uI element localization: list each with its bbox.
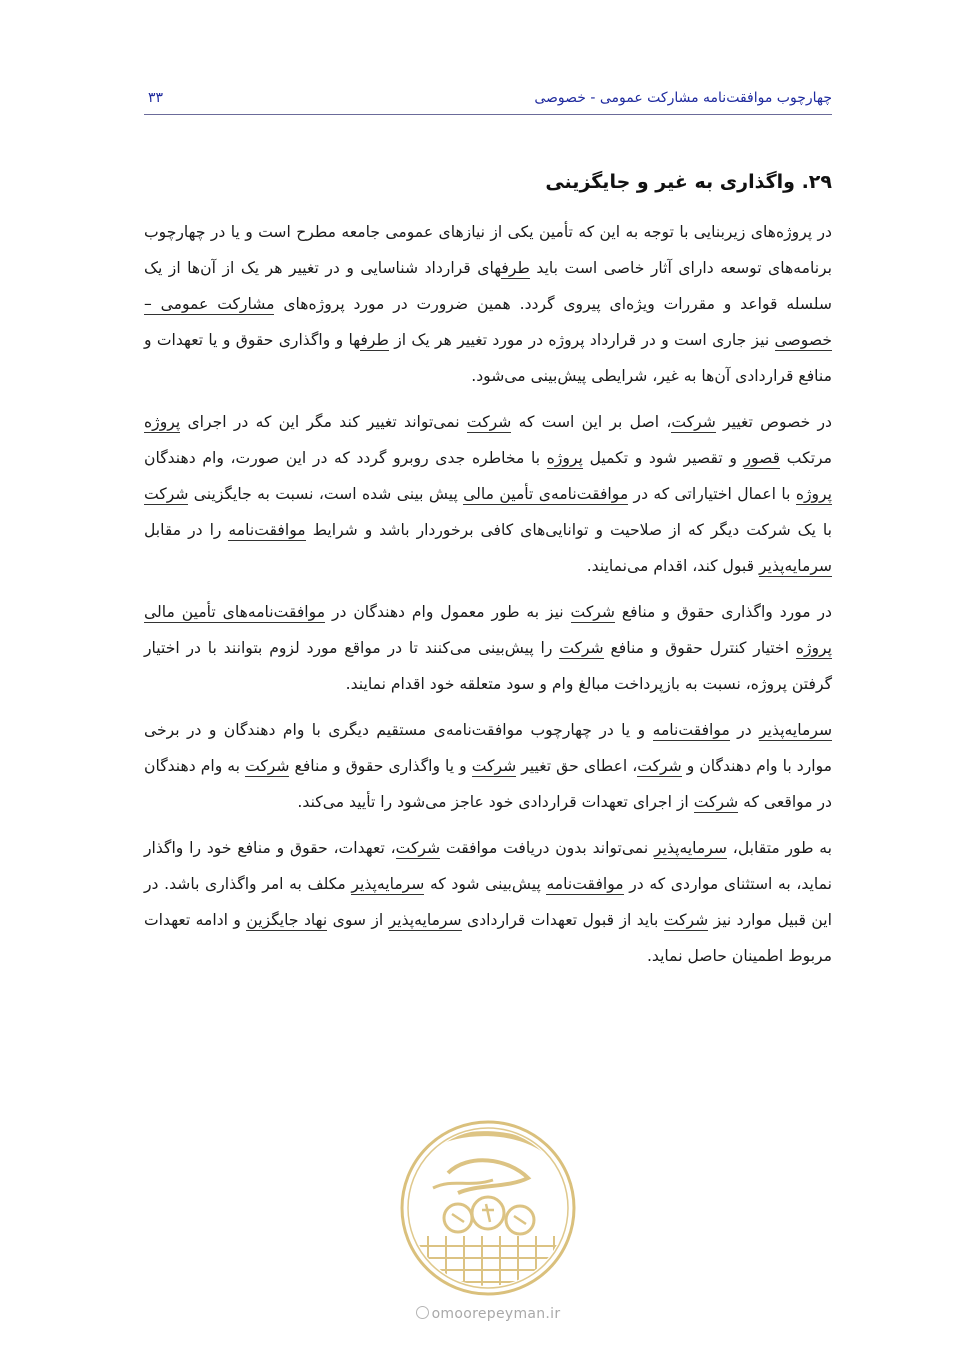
section-heading: ۲۹. واگذاری به غیر و جایگزینی — [545, 171, 832, 193]
defined-term: موافقت‌نامه — [546, 875, 624, 893]
paragraph-text: مرتکب — [780, 449, 832, 467]
paragraph — [144, 214, 832, 394]
defined-term: سرمایه‌پذیر — [654, 839, 727, 857]
page-header — [144, 84, 832, 115]
paragraph-text: در — [729, 721, 760, 739]
paragraph-text: پیش‌بینی شود که — [424, 875, 547, 893]
website-text: omoorepeyman.ir — [431, 1306, 561, 1322]
paragraph-text: و تقصیر شود و تکمیل — [582, 449, 744, 467]
paragraph-text: در مورد واگذاری حقوق و منافع — [614, 603, 832, 621]
defined-term: شرکت — [671, 413, 716, 431]
paragraph-text: باید از قبول تعهدات قراردادی — [461, 911, 664, 929]
paragraph-text: نمی‌تواند تغییر کند مگر این که در اجرای — [180, 413, 467, 431]
defined-term: سرمایه‌پذیر — [759, 721, 833, 739]
paragraph — [144, 404, 832, 584]
paragraph — [144, 712, 832, 820]
defined-term: شرکت — [395, 839, 441, 857]
paragraph-text: از سوی — [327, 911, 389, 929]
page-number: ۳۳ — [148, 90, 164, 106]
paragraph-text: قبول کند، اقدام می‌نمایند. — [586, 557, 760, 575]
defined-term: شرکت — [466, 413, 512, 431]
defined-term: شرکت — [663, 911, 709, 929]
paragraph-text: در خصوص تغییر — [715, 413, 833, 431]
paragraph-text: را پیش‌بینی می‌کنند تا در مواقع مورد لزوم بتوانند با در اختیار گرفتن پروژه، نسبت به بازپرداخت مبالغ وام و سود متعلقه خود اقدام نمایند. — [144, 639, 832, 693]
defined-term: پروژه — [795, 485, 832, 503]
paragraph-list — [144, 214, 832, 974]
paragraph-text: مکلف به امر واگذاری باشد. در این قبیل موارد نیز — [144, 875, 832, 929]
defined-term: شرکت — [570, 603, 615, 621]
main-content — [144, 168, 832, 984]
defined-term: نهاد جایگزین — [246, 911, 328, 929]
defined-term: موافقت‌نامه — [228, 521, 306, 539]
paragraph-text: ، اصل بر این است که — [511, 413, 672, 431]
paragraph-text: ، اعطای حق تغییر — [516, 757, 638, 775]
paragraph-text: به طور متقابل، — [726, 839, 833, 857]
defined-term: موافقت‌نامه — [652, 721, 730, 739]
paragraph-text: نیز به طور معمول وام دهندگان در — [325, 603, 571, 621]
paragraph-text: به وام دهندگان در مواقعی که — [144, 757, 832, 811]
paragraph — [144, 830, 832, 974]
defined-term: طرف — [360, 331, 389, 349]
defined-term: شرکت — [471, 757, 517, 775]
paragraph-text: نمی‌تواند بدون دریافت موافقت — [440, 839, 655, 857]
defined-term: قصور — [743, 449, 781, 467]
defined-term: سرمایه‌پذیر — [759, 557, 832, 575]
defined-term: پروژه — [144, 413, 181, 431]
paragraph-text: و یا در چهارچوب موافقت‌نامه‌ی مستقیم دیگری با وام دهندگان و در برخی موارد با وام دهندگان و — [144, 721, 832, 775]
paragraph-text: و یا واگذاری حقوق و منافع — [289, 757, 472, 775]
at-icon — [416, 1306, 429, 1319]
paragraph-text: نیز جاری است و در قرارداد پروژه در مورد تغییر هر یک از — [388, 331, 775, 349]
website-watermark — [0, 1306, 976, 1322]
defined-term: موافقت‌نامه‌ی تأمین مالی — [463, 485, 629, 503]
defined-term: شرکت — [559, 639, 604, 657]
paragraph-text: های قرارداد شناسایی و در تغییر هر یک از آن‌ها از یک سلسله قواعد و مقررات ویژه‌ای پیروی گردد. همین ضرورت در مورد پروژه‌های — [144, 259, 832, 313]
paragraph-text: با مخاطره جدی روبرو گردد که در این صورت، وام دهندگان — [144, 449, 547, 467]
paragraph-text: در پروژه‌های زیربنایی با توجه به این که تأمین یکی از نیازهای عمومی جامعه مطرح است و یا در چهارچوب برنامه‌های توسعه دارای آثار خاصی است باید — [144, 223, 832, 277]
watermark-seal — [398, 1118, 578, 1318]
paragraph-text: پیش بینی شده است، نسبت به جایگزینی — [188, 485, 464, 503]
defined-term: شرکت — [693, 793, 739, 811]
defined-term: شرکت — [637, 757, 682, 775]
defined-term: شرکت — [144, 485, 189, 503]
defined-term: پروژه — [546, 449, 583, 467]
paragraph-text: از اجرای تعهدات قراردادی خود عاجز می‌شود را تأیید می‌کند. — [297, 793, 694, 811]
paragraph-text: ، تعهدات، حقوق و منافع خود را واگذار نماید، به استثنای مواردی که در — [144, 839, 832, 893]
paragraph-text: با یک شرکت دیگر که از صلاحیت و توانایی‌های کافی برخوردار باشد و شرایط — [305, 521, 832, 539]
defined-term: مشارکت عمومی – خصوصی — [144, 295, 832, 349]
defined-term: طرف — [501, 259, 530, 277]
paragraph-text: با اعمال اختیاراتی که در — [628, 485, 796, 503]
paragraph — [144, 594, 832, 702]
paragraph-text: را در مقابل — [144, 521, 229, 539]
defined-term: پروژه — [795, 639, 832, 657]
seal-logo-icon — [398, 1118, 578, 1298]
paragraph-text: و ادامه تعهدات مربوط اطمینان حاصل نماید. — [144, 911, 832, 965]
defined-term: شرکت — [245, 757, 290, 775]
paragraph-text: اختیار کنترل حقوق و منافع — [603, 639, 796, 657]
defined-term: موافقت‌نامه‌های تأمین مالی — [144, 603, 326, 621]
defined-term: سرمایه‌پذیر — [388, 911, 462, 929]
defined-term: سرمایه‌پذیر — [351, 875, 425, 893]
header-title: چهارچوب موافقت‌نامه مشارکت عمومی - خصوصی — [534, 90, 832, 106]
paragraph-text: ها و واگذاری حقوق و یا تعهدات و منافع قراردادی آن‌ها به غیر، شرایطی پیش‌بینی می‌شود. — [144, 331, 832, 385]
